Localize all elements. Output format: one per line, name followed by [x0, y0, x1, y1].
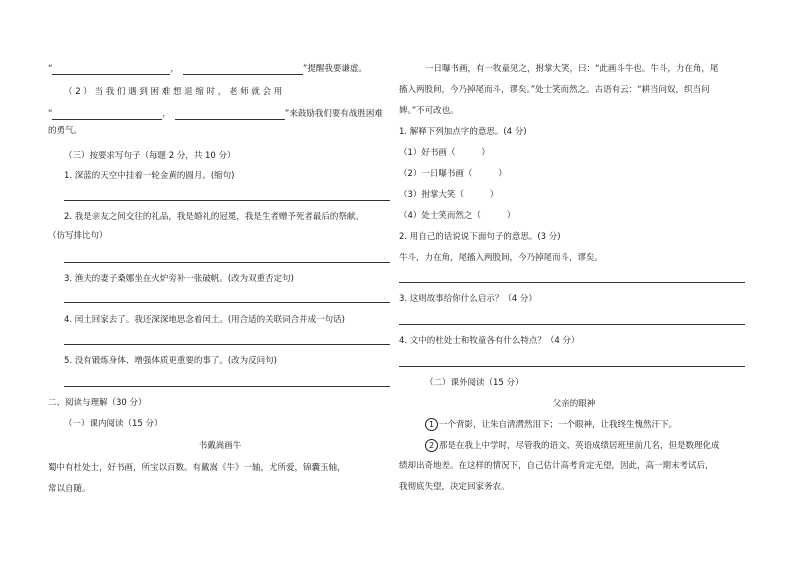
- sentence-2-note: （仿写排比句）: [48, 231, 108, 241]
- q1-item-2: （2）一日曝书画（ ）: [399, 169, 507, 179]
- question-2: 2. 用自己的话说说下面句子的意思。(3 分): [399, 232, 561, 242]
- sentence-1: 1. 深蓝的天空中挂着一轮金黄的圆月。(缩句): [64, 171, 235, 181]
- answer-line[interactable]: [399, 282, 745, 283]
- section-3-title: （三）按要求写句子（每题 2 分，共 10 分）: [64, 151, 236, 161]
- paragraph-2-line-1: 2 那是在我上中学时，尽管我的语文、英语成绩居班里前几名，但是数理化成: [425, 439, 720, 452]
- paragraph-2-line-3: 我彻底失望，决定回家务农。: [399, 482, 510, 492]
- answer-line[interactable]: [399, 324, 745, 325]
- sentence-4: 4. 闰土回家去了。我还深深地思念着闰土。(用合适的关联词合并成一句话): [64, 315, 345, 325]
- answer-blank[interactable]: [52, 65, 170, 75]
- fill-line-1: “ ， ”提醒我要谦虚。: [48, 64, 367, 74]
- question-3: 3. 这则故事给你什么启示？（4 分）: [399, 294, 537, 304]
- question-1: 1. 解释下列加点字的意思。(4 分): [399, 127, 527, 137]
- answer-line[interactable]: [64, 386, 390, 387]
- part-2-2-title: （二）课外阅读（15 分）: [425, 378, 524, 388]
- paragraph-1: 1 一个背影，让朱自清潸然泪下；一个眼神，让我终生愧然汗下。: [425, 418, 677, 431]
- q2-end: 的勇气。: [48, 126, 83, 136]
- q1-item-4: （4）处士笑而然之（ ）: [399, 211, 516, 221]
- answer-blank[interactable]: [183, 65, 303, 75]
- answer-line[interactable]: [399, 366, 745, 367]
- answer-blank[interactable]: [52, 110, 162, 120]
- q1-item-3: （3）拊掌大笑（ ）: [399, 190, 499, 200]
- part-2-1-title: （一）课内阅读（15 分）: [64, 419, 163, 429]
- question-2-quote: 牛斗，力在角，尾搐入两股间，今乃掉尾而斗，谬矣。: [399, 253, 604, 263]
- story-line-1: 蜀中有杜处士，好书画，所宝以百数。有戴嵩《牛》一轴，尤所爱，锦囊玉轴，: [48, 463, 346, 473]
- story-line-2: 常以自随。: [48, 484, 91, 494]
- part-2-title: 二、阅读与理解（30 分）: [48, 398, 147, 408]
- sentence-2: 2. 我是亲友之间交往的礼品，我是婚礼的冠冕，我是生者赠予死者最后的祭献。: [64, 212, 364, 222]
- answer-line[interactable]: [64, 344, 390, 345]
- sentence-5: 5. 没有锻炼身体、增强体质更重要的事了。(改为反问句): [64, 356, 277, 366]
- paragraph-2-line-2: 绩却出奇地差。在这样的情况下，自己估计高考肯定无望，因此，高一期末考试后，: [399, 461, 714, 471]
- story-line-4: 搐入两股间，今乃掉尾而斗，谬矣。”处士笑而然之。古语有云：“耕当问奴，织当问: [399, 85, 710, 95]
- story-title: 书戴嵩画牛: [198, 441, 242, 451]
- story-line-5: 婢。”不可改也。: [399, 106, 459, 116]
- answer-line[interactable]: [64, 262, 390, 263]
- story-line-3: 一日曝书画，有一牧童见之，拊掌大笑，曰：“此画斗牛也。牛斗，力在角，尾: [425, 64, 719, 74]
- paragraph-number: 2: [425, 439, 438, 452]
- question-2-line: （ 2 ） 当 我 们 遇 到 困 难 想 退 缩 时 ， 老 师 就 会 用: [64, 87, 283, 97]
- answer-line[interactable]: [64, 200, 390, 201]
- answer-line[interactable]: [64, 302, 390, 303]
- answer-blank[interactable]: [175, 110, 285, 120]
- story-2-title: 父亲的眼神: [552, 399, 596, 409]
- paragraph-number: 1: [425, 418, 438, 431]
- q1-item-1: （1）好书画（ ）: [399, 148, 490, 158]
- fill-line-2: “ ， ”来鼓励我们要有战胜困难: [48, 109, 383, 119]
- question-4: 4. 文中的杜处士和牧童各有什么特点？（4 分）: [399, 336, 580, 346]
- sentence-3: 3. 渔夫的妻子桑娜坐在火炉旁补一张破帆。(改为双重否定句): [64, 274, 294, 284]
